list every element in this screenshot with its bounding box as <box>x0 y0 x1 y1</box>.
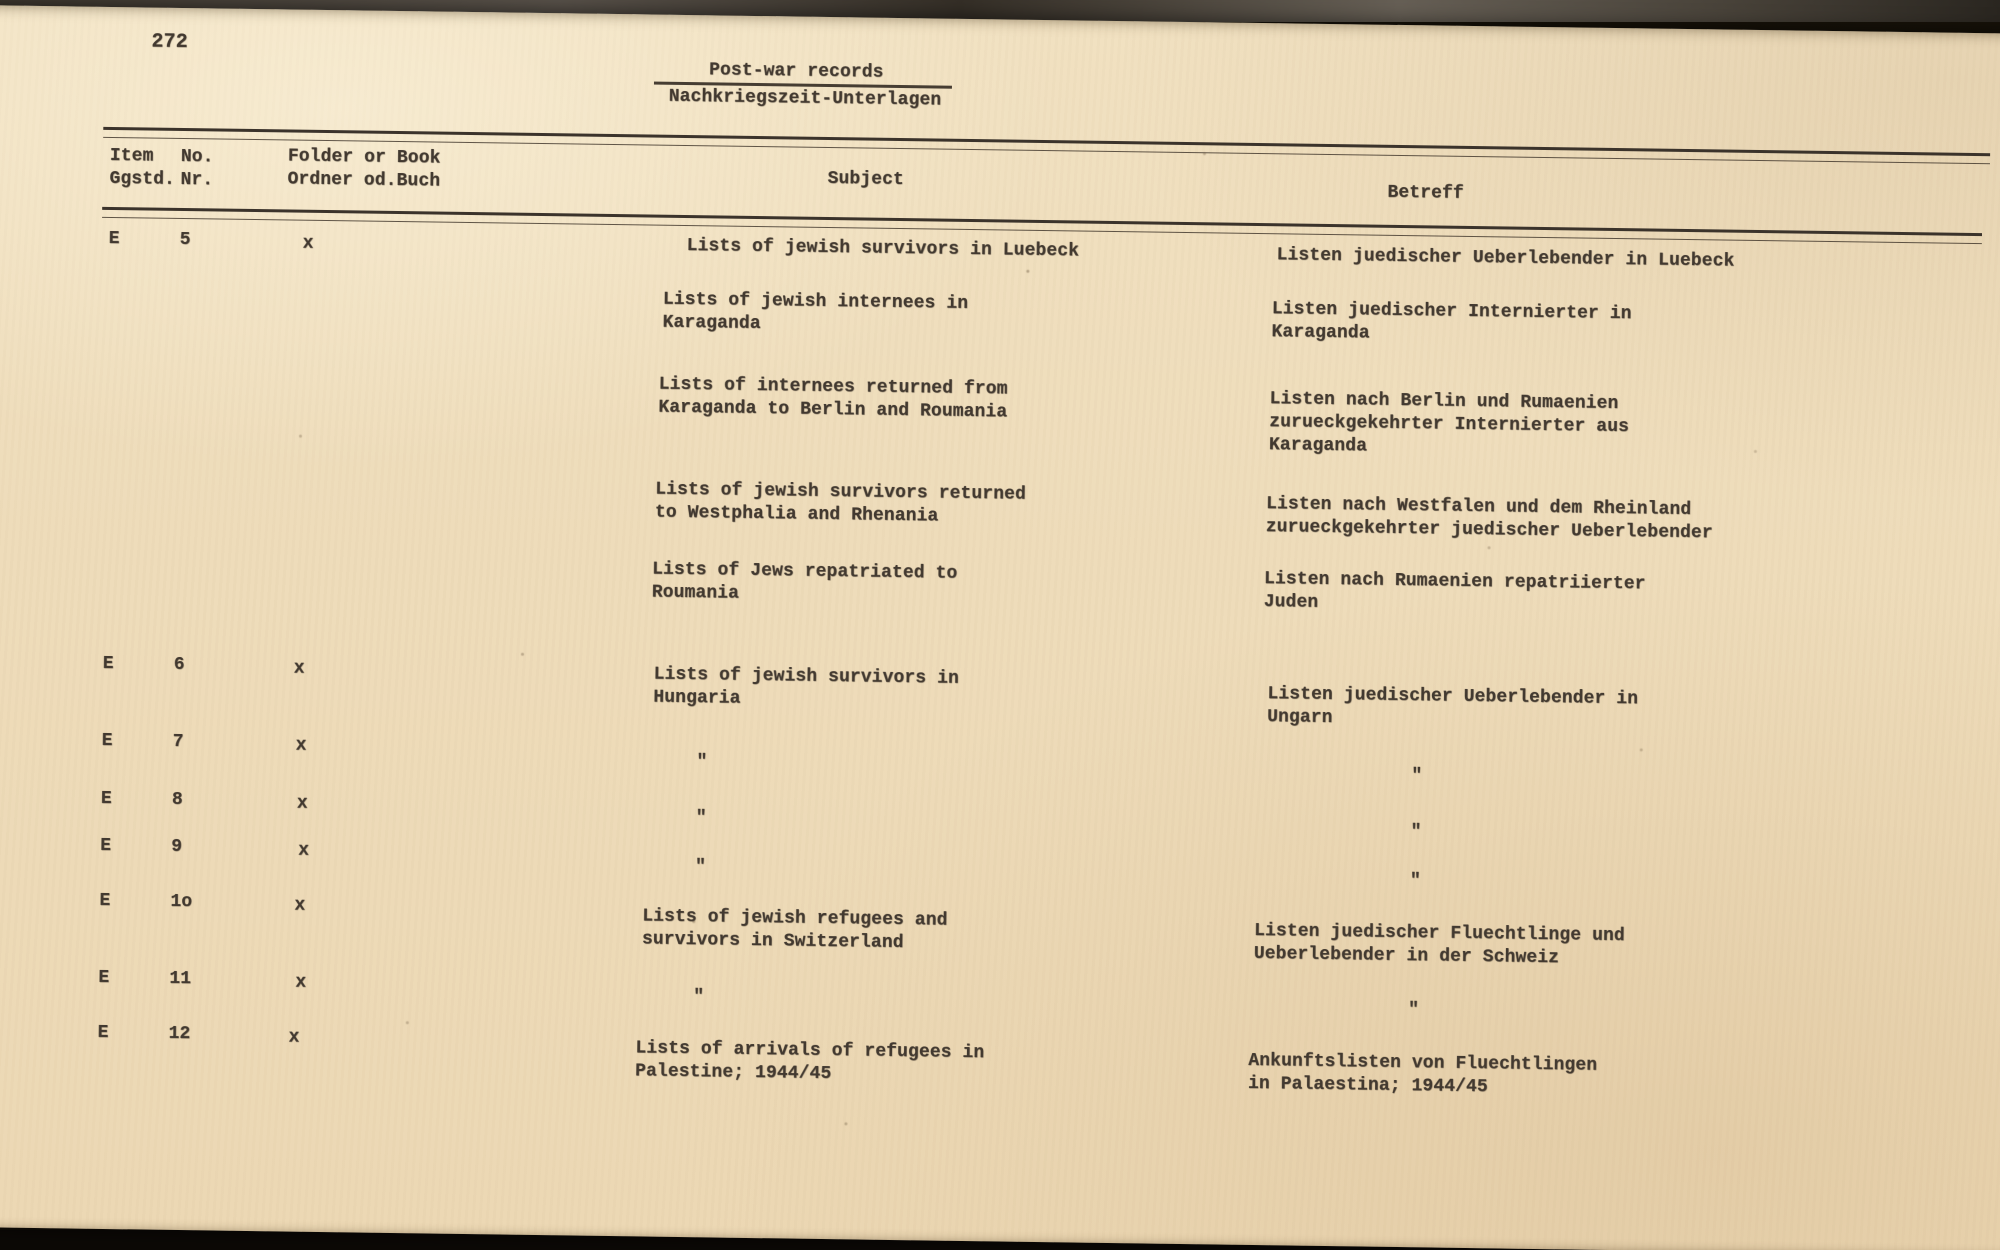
row-item-letter: E <box>101 730 113 752</box>
title-english: Post-war records <box>709 60 884 83</box>
subject-entry: Lists of arrivals of refugees in Palestine; 1944/45 <box>635 1038 985 1085</box>
header-no: No. Nr. <box>180 146 214 191</box>
betreff-entry: " <box>1409 871 1421 892</box>
row-item-letter: E <box>98 967 110 989</box>
row-item-number: 5 <box>179 229 191 251</box>
title-german: Nachkriegszeit-Unterlagen <box>668 86 942 111</box>
betreff-entry: " <box>1407 1000 1420 1021</box>
row-item-number: 7 <box>172 731 184 753</box>
betreff-entry: Listen nach Westfalen und dem Rheinland zurueckgekehrter juedischer Ueberlebender <box>1265 494 1713 544</box>
betreff-entry: Listen juedischer Ueberlebender in Luebeck <box>1276 245 1735 272</box>
row-item-number: 9 <box>171 836 183 858</box>
row-folder-mark: x <box>294 895 306 916</box>
row-folder-mark: x <box>298 840 310 861</box>
row-item-letter: E <box>99 890 111 912</box>
betreff-entry: Listen nach Rumaenien repatriierter Juden <box>1263 569 1646 613</box>
subject-entry: Lists of Jews repatriated to Roumania <box>651 559 958 604</box>
subject-entry: Lists of jewish survivors in Hungaria <box>653 664 960 709</box>
betreff-entry: Listen juedischer Fluechtlinge und Ueberlebender in der Schweiz <box>1253 921 1625 969</box>
subject-entry: Lists of jewish survivors returned to Westphalia and Rhenania <box>654 479 1027 527</box>
row-item-letter: E <box>100 835 112 857</box>
subject-entry: Lists of jewish survivors in Luebeck <box>686 236 1080 262</box>
subject-entry: Lists of jewish internees in Karaganda <box>662 289 969 335</box>
page-number: 272 <box>151 30 188 55</box>
row-item-number: 8 <box>171 789 183 811</box>
typewritten-content <box>0 5 2000 1250</box>
row-item-number: 1o <box>170 891 193 913</box>
subject-entry: " <box>694 857 707 878</box>
betreff-entry: Listen juedischer Internierter in Karaganda <box>1271 299 1632 344</box>
paper-sheet <box>0 5 2000 1250</box>
row-folder-mark: x <box>293 658 305 679</box>
row-folder-mark: x <box>295 735 307 756</box>
betreff-entry: Listen juedischer Ueberlebender in Ungarn <box>1267 684 1639 729</box>
betreff-entry: " <box>1411 766 1423 787</box>
header-betreff: Betreff <box>1387 182 1464 204</box>
betreff-entry: " <box>1410 822 1422 843</box>
paper-specks <box>0 5 3 8</box>
header-item: Item Ggstd. <box>109 145 176 190</box>
row-folder-mark: x <box>295 972 307 993</box>
subject-entry: " <box>696 752 708 773</box>
row-item-number: 11 <box>169 968 192 990</box>
row-item-number: 12 <box>168 1023 191 1045</box>
subject-entry: " <box>693 987 705 1008</box>
row-item-letter: E <box>102 653 114 675</box>
row-folder-mark: x <box>288 1027 300 1048</box>
row-item-number: 6 <box>173 654 185 676</box>
row-item-letter: E <box>108 228 120 250</box>
header-folder: Folder or Book Ordner od.Buch <box>287 146 441 192</box>
subject-entry: Lists of internees returned from Karaganda to Berlin and Roumania <box>658 374 1008 423</box>
betreff-entry: Ankunftslisten von Fluechtlingen in Palaestina; 1944/45 <box>1247 1050 1598 1098</box>
row-item-letter: E <box>100 788 112 810</box>
subject-entry: Lists of jewish refugees and survivors in Switzerland <box>641 906 948 954</box>
table-header-rule <box>102 207 1982 244</box>
row-item-letter: E <box>97 1022 109 1044</box>
row-folder-mark: x <box>302 233 314 254</box>
subject-entry: " <box>695 808 707 829</box>
row-folder-mark: x <box>296 793 308 814</box>
betreff-entry: Listen nach Berlin und Rumaenien zurueckgekehrter Internierter aus Karaganda <box>1268 389 1630 457</box>
header-subject: Subject <box>827 168 905 191</box>
